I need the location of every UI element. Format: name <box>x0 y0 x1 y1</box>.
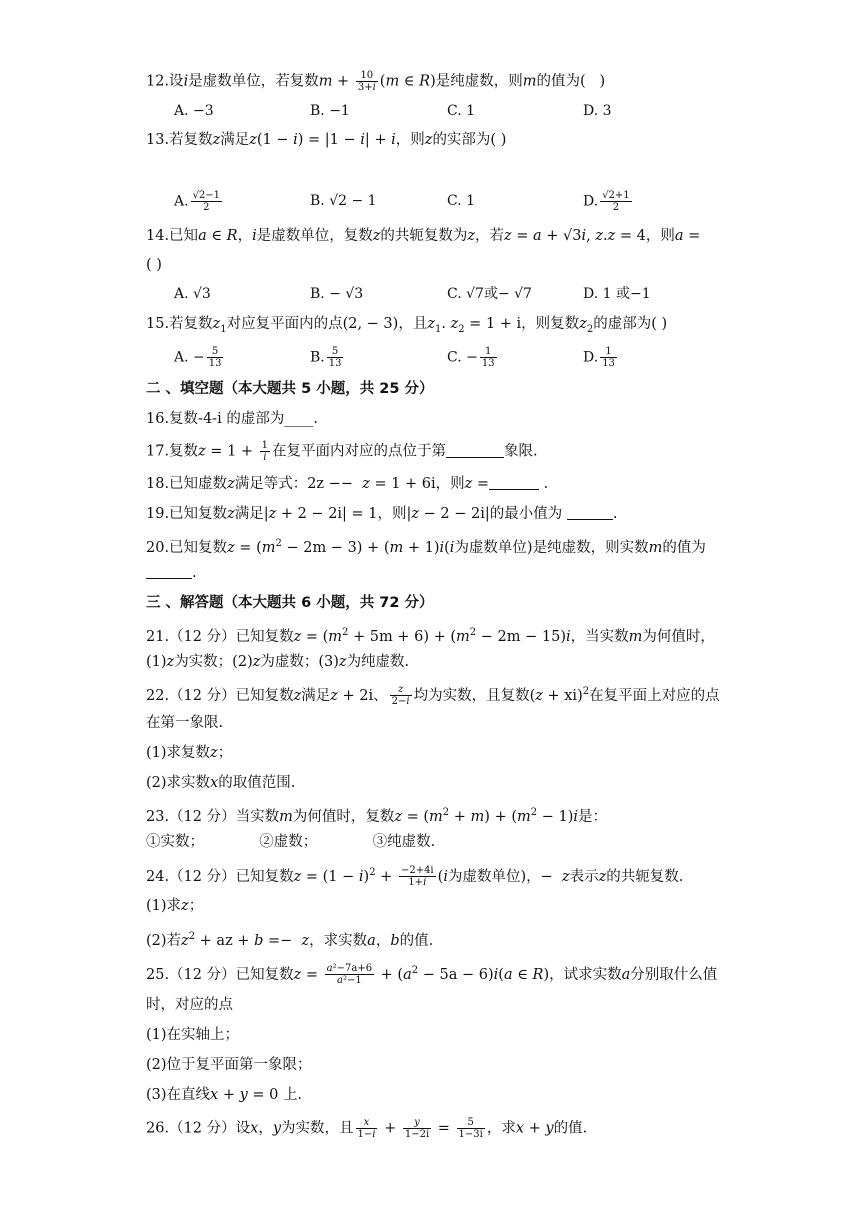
q15-option-a: A. − $\frac{5}{13}$ <box>174 346 222 369</box>
question-25-part1: (1)在实轴上； <box>146 1027 240 1043</box>
question-21: 21.（12 分）已知复数$z = (m^2 + 5m + 6) + (m^2 - 2m - 15)i$，当实数m为何值时， <box>146 627 715 645</box>
question-22-part2: (2)求实数x的取值范围. <box>146 775 296 791</box>
question-25-cont: 时，对应的点 <box>146 997 233 1013</box>
q14-option-a: A. √3 <box>174 286 211 302</box>
question-22-part1: (1)求复数z； <box>146 745 233 761</box>
question-24: 24.（12 分）已知复数$z = (1 - i)^2$ + $\frac{-2+4i}{1+i}$ (i为虚数单位)，− z表示z的共轭复数. <box>146 865 684 889</box>
q15-option-d: D. $\frac{1}{13}$ <box>583 346 615 369</box>
q13-option-b: B. √2 − 1 <box>310 193 377 209</box>
question-13: 13.若复数z满足z(1 − i) = |1 − i| + i，则z的实部为( ) <box>146 132 507 148</box>
section-solve-heading: 三 、解答题（本大题共 6 小题，共 72 分） <box>146 595 434 611</box>
question-24-part2: (2)若$z^2$ + az + b =− z，求实数a，b的值. <box>146 931 434 949</box>
q14-option-b: B. − √3 <box>310 286 364 302</box>
question-14-bracket: ( ) <box>146 257 162 273</box>
question-14: 14.已知a ∈ R，i是虚数单位，复数z的共轭复数为z，若z = a + √3i, z.z = 4，则a = <box>146 228 701 244</box>
question-23: 23.（12 分）当实数m为何值时，复数$z = (m^2 + m) + (m^2 - 1)i$是： <box>146 807 607 825</box>
question-21-parts: (1)z为实数；(2)z为虚数；(3)z为纯虚数. <box>146 654 410 670</box>
question-24-part1: (1)求z； <box>146 898 204 914</box>
question-20-blank: . <box>146 562 740 584</box>
q12-option-a: A. −3 <box>174 103 214 119</box>
q14-option-d: D. 1 或−1 <box>583 286 651 302</box>
question-20: 20.已知复数$z = (m^2 - 2m - 3) + (m + 1)i(i$为虚数单位)是纯虚数，则实数m的值为 <box>146 538 706 556</box>
question-17: 17.复数z = 1 + $\frac{1}{i}$ 在复平面内对应的点位于第 象限. <box>146 440 538 463</box>
q13-option-d: D. $\frac{√2+1}{2}$ <box>583 190 630 213</box>
question-12: 12.设i是虚数单位，若复数m + $\frac{10}{3+i}$ (m ∈ R)是纯虚数，则m的值为( ) <box>146 70 606 93</box>
question-23-parts: ①实数； ②虚数； ③纯虚数. <box>146 834 436 850</box>
question-26: 26.（12 分）设x，y为实数，且 $\frac{x}{1-i}$ + $\frac{y}{1-2i}$ = $\frac{5}{1-3i}$ ，求x + y的值. <box>146 1117 588 1140</box>
question-25-part2: (2)位于复平面第一象限； <box>146 1057 312 1073</box>
question-19: 19.已知复数z满足|z + 2 − 2i| = 1，则|z − 2 − 2i|的最小值为 . <box>146 506 618 522</box>
q12-option-b: B. −1 <box>310 103 350 119</box>
q12-option-d: D. 3 <box>583 103 612 119</box>
question-16: 16.复数-4-i 的虚部为____. <box>146 411 318 427</box>
q15-option-c: C. − $\frac{1}{13}$ <box>447 346 495 369</box>
q14-option-c: C. √7或− √7 <box>447 286 532 302</box>
q13-option-c: C. 1 <box>447 193 476 209</box>
q12-option-c: C. 1 <box>447 103 476 119</box>
question-25: 25.（12 分）已知复数z = $\frac{\text{a²−7a+6}}{\text{a²−1}}$ + $(a^2 - 5a - 6)i(a$ ∈ R)，试求实数a分别取什么值 <box>146 963 718 987</box>
question-22-cont: 在第一象限. <box>146 715 224 731</box>
question-18: 18.已知虚数z满足等式：2z −− z = 1 + 6i，则z = . <box>146 476 549 492</box>
question-22: 22.（12 分）已知复数z满足z + 2i、 $\frac{z}{2-i}$ 均为实数，且复数(z + xi)$^2$在复平面上对应的点 <box>146 684 720 708</box>
question-15: 15.若复数$z_1$对应复平面内的点(2, − 3)，且$z_1$. $z_2 = 1 + i$，则复数$z_2$的虚部为( ) <box>146 316 668 335</box>
q15-option-b: B. $\frac{5}{13}$ <box>310 346 342 369</box>
q13-option-a: A. $\frac{√2-1}{2}$ <box>174 190 221 213</box>
section-fill-in-heading: 二 、填空题（本大题共 5 小题，共 25 分） <box>146 381 434 397</box>
question-25-part3: (3)在直线x + y = 0 上. <box>146 1087 303 1103</box>
